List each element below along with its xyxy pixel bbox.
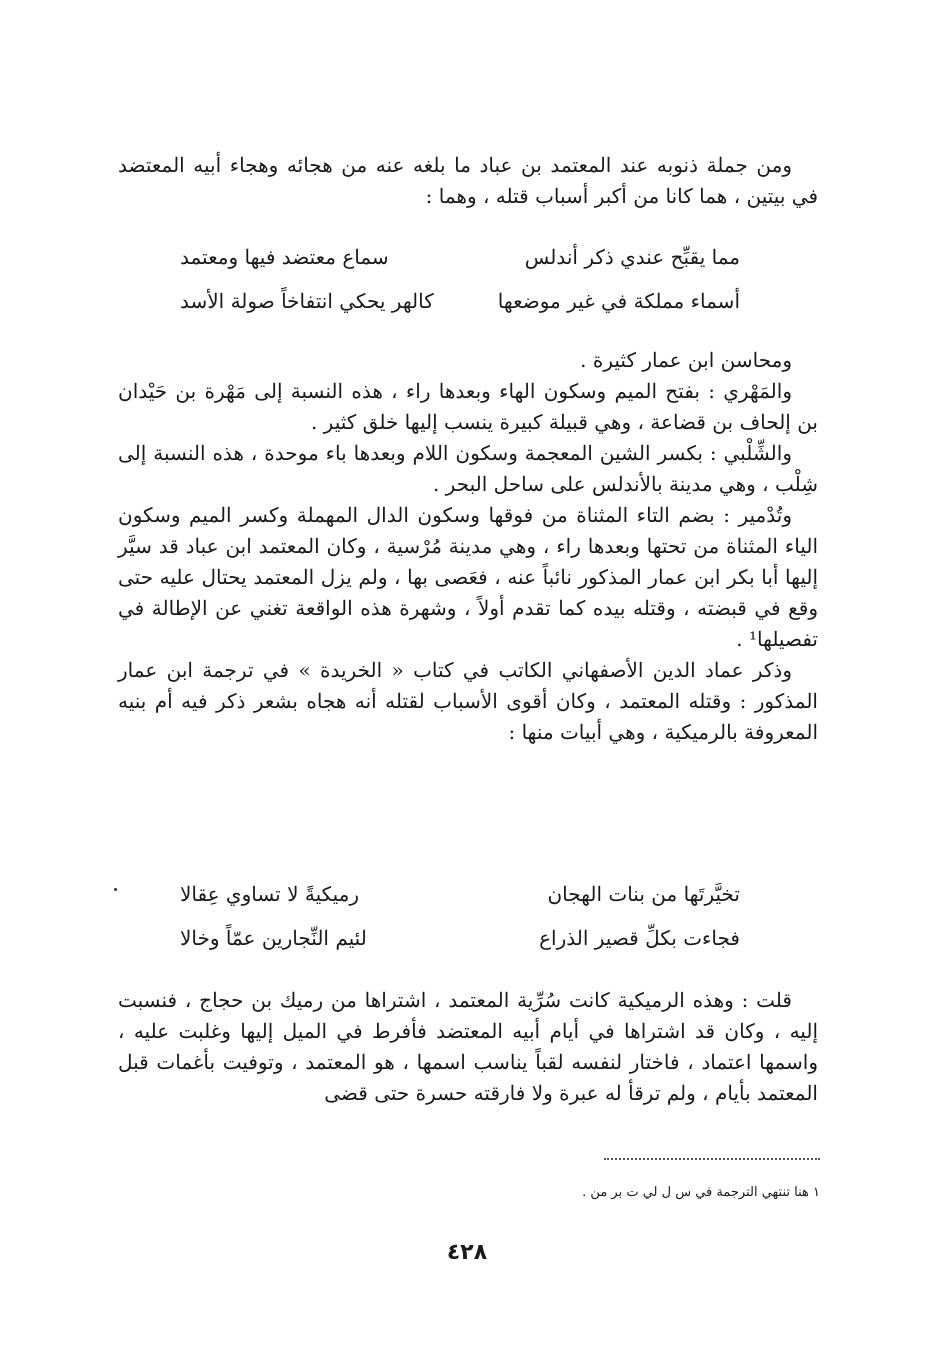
footnote-divider: [604, 1158, 820, 1160]
body-text-middle: [118, 345, 818, 748]
verse-line: [180, 235, 740, 279]
verse-line: [180, 279, 740, 323]
body-text-top: [118, 150, 818, 212]
verse-hemistich-second: كالهر يحكي انتفاخاً صولة الأسد: [180, 289, 434, 313]
verse-hemistich-first: فجاءت بكلِّ قصير الذراع: [539, 926, 740, 950]
verse-line: [180, 916, 740, 960]
verse-hemistich-second: سماع معتضد فيها ومعتمد: [180, 245, 389, 269]
paragraph-4: والشِّلْبي : بكسر الشين المعجمة وسكون اللام وبعدها باء موحدة ، هذه النسبة إلى شِلْب ، وهي مدينة بالأندلس على ساحل البحر .: [118, 441, 818, 496]
verse-hemistich-first: أسماء مملكة في غير موضعها: [497, 289, 740, 313]
verse-hemistich-second: رميكيةً لا تساوي عِقالا: [180, 882, 360, 906]
verse-hemistich-first: تخيَّرتَها من بنات الهجان: [547, 882, 740, 906]
verse-block-1: [180, 235, 740, 323]
verse-hemistich-first: مما يقبِّح عندي ذكر أندلس: [524, 245, 740, 269]
paragraph-6: وذكر عماد الدين الأصفهاني الكاتب في كتاب « الخريدة » في ترجمة ابن عمار المذكور : وقتله المعتمد ، وكان أقوى الأسباب لقتله أنه هجاه بشعر ذكر فيه أم بنيه المعروفة بالرميكية ، وهي أبيات منها :: [118, 658, 818, 744]
verse-block-2: [180, 872, 740, 960]
paragraph-2: ومحاسن ابن عمار كثيرة .: [580, 348, 792, 372]
verse-hemistich-second: لئيم النِّجارين عمّاً وخالا: [180, 926, 367, 950]
page-number: ٤٢٨: [446, 1240, 488, 1265]
paragraph-7: قلت : وهذه الرميكية كانت سُرِّية المعتمد ، اشتراها من رميك بن حجاج ، فنسبت إليه ، وكان قد اشتراها في أيام أبيه المعتضد فأفرط في الميل إليها وغلبت عليه ، واسمها اعتماد ، فاختار لنفسه لقباً يناسب اسمها ، هو المعتمد ، وتوفيت بأغمات قبل المعتمد بأيام ، ولم ترقأ له عبرة ولا فارقته حسرة حتى قضى: [118, 988, 818, 1105]
body-text-bottom: [118, 985, 818, 1109]
paragraph-3: والمَهْري : بفتح الميم وسكون الهاء وبعدها راء ، هذه النسبة إلى مَهْرة بن حَيْدان بن إلحاف بن قضاعة ، وهي قبيلة كبيرة ينسب إليها خلق كثير .: [118, 379, 818, 434]
paragraph-5: وتُدْمير : بضم التاء المثناة من فوقها وسكون الدال المهملة وكسر الميم وسكون الياء المثناة من تحتها وبعدها راء ، وهي مدينة مُرْسية ، وكان المعتمد ابن عباد قد سيَّر إليها أبا بكر ابن عمار المذكور نائباً عنه ، فعَصى بها ، ولم يزل المعتمد يحتال عليه حتى وقع في قبضته ، وقتله بيده كما تقدم أولاً ، وشهرة هذه الواقعة تغني عن الإطالة في تفصيلها¹ .: [118, 503, 818, 651]
verse-line: [180, 872, 740, 916]
footnote: ١ هنا تنتهي الترجمة في س ل لي ت بر من .: [582, 1185, 820, 1200]
scan-speck: [114, 888, 117, 891]
paragraph-1: ومن جملة ذنوبه عند المعتمد بن عباد ما بلغه عنه من هجائه وهجاء أبيه المعتضد في بيتين ، هما كانا من أكبر أسباب قتله ، وهما :: [118, 153, 818, 208]
